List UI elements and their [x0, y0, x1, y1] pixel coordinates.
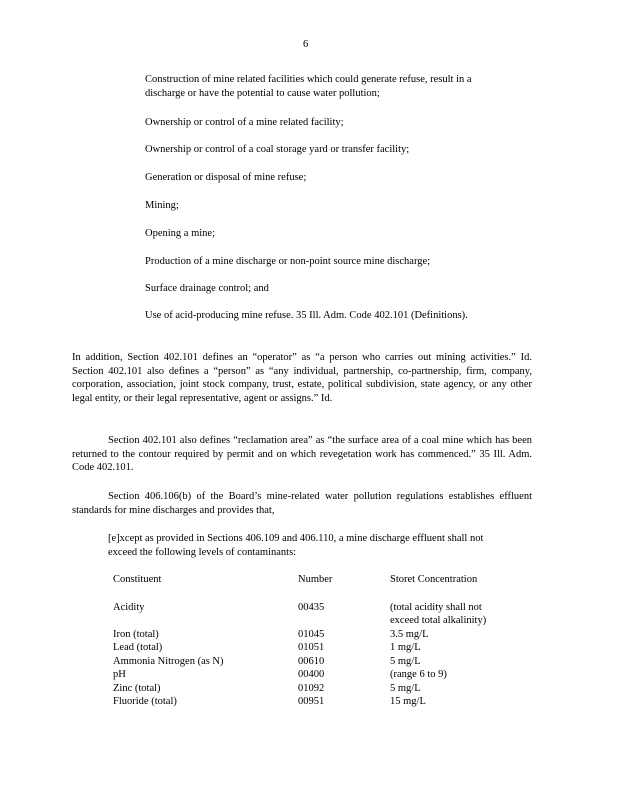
table-cell: 00435	[298, 601, 325, 613]
column-header: Number	[298, 574, 333, 585]
block-quote: [e]xcept as provided in Sections 406.109 and 406.110, a mine discharge effluent shall not exceed the following levels of contaminants:	[108, 533, 484, 558]
list-item: Mining;	[145, 200, 179, 211]
table-cell: 3.5 mg/L	[390, 628, 429, 640]
table-row	[113, 641, 500, 655]
table-cell: Lead (total)	[113, 642, 163, 653]
table-cell: 00951	[298, 696, 325, 707]
table-cell: 5 mg/L	[390, 655, 421, 667]
table-cell: Fluoride (total)	[113, 696, 177, 707]
table-row	[113, 655, 500, 669]
table-cell: (total acidity shall not exceed total alkalinity)	[390, 601, 487, 626]
table-cell: 1 mg/L	[390, 642, 421, 653]
table-row	[113, 695, 500, 709]
page-number: 6	[303, 39, 309, 50]
column-header: Constituent	[113, 574, 162, 585]
table-row	[113, 668, 500, 682]
table-cell: 01045	[298, 628, 325, 640]
table-cell: pH	[113, 669, 126, 680]
list-item: Surface drainage control; and	[145, 283, 269, 294]
list-item: Ownership or control of a coal storage yard or transfer facility;	[145, 144, 410, 155]
list-item: Generation or disposal of mine refuse;	[145, 172, 307, 183]
table-row	[113, 601, 500, 628]
paragraph-reclamation-definition: Section 402.101 also defines “reclamation area” as “the surface area of a coal mine which has been returned to the contour required by permit and on which revegetation work has commenced.” 35 Ill. Adm. Code 402.101.	[72, 435, 532, 473]
table-cell: Iron (total)	[113, 628, 159, 640]
table-row	[113, 682, 500, 696]
paragraph-effluent-standards: Section 406.106(b) of the Board’s mine-related water pollution regulations establishes effluent standards for mine discharges and provides that,	[72, 491, 532, 516]
column-header: Storet Concentration	[390, 574, 478, 585]
table-header-row	[113, 573, 500, 587]
list-item: Construction of mine related facilities which could generate refuse, result in a discharge or have the potential to cause water pollution;	[145, 74, 472, 99]
table-cell: 00400	[298, 669, 325, 680]
list-item: Ownership or control of a mine related facility;	[145, 117, 344, 128]
paragraph-operator-definition: In addition, Section 402.101 defines an “operator” as “a person who carries out mining activities.” Id. Section 402.101 also defines a “person” as “any individual, partnership, co-partnership, firm, company, corporation, association, joint stock company, trust, estate, political subdivision, state agency, or any other legal entity, or their legal representative, agent or assigns.” Id.	[72, 352, 532, 404]
table-cell: 00610	[298, 655, 325, 667]
list-item: Use of acid-producing mine refuse. 35 Ill. Adm. Code 402.101 (Definitions).	[145, 310, 468, 321]
table-cell: 15 mg/L	[390, 696, 426, 707]
contaminant-table	[113, 573, 500, 709]
list-item: Opening a mine;	[145, 228, 215, 239]
table-cell: Zinc (total)	[113, 682, 161, 694]
table-cell: (range 6 to 9)	[390, 669, 447, 680]
table-cell: 01051	[298, 642, 325, 653]
table-cell: 5 mg/L	[390, 682, 421, 694]
table-cell: Ammonia Nitrogen (as N)	[113, 655, 224, 667]
table-cell: 01092	[298, 682, 325, 694]
list-item: Production of a mine discharge or non-point source mine discharge;	[145, 256, 431, 267]
table-row	[113, 628, 500, 642]
table-cell: Acidity	[113, 601, 145, 613]
